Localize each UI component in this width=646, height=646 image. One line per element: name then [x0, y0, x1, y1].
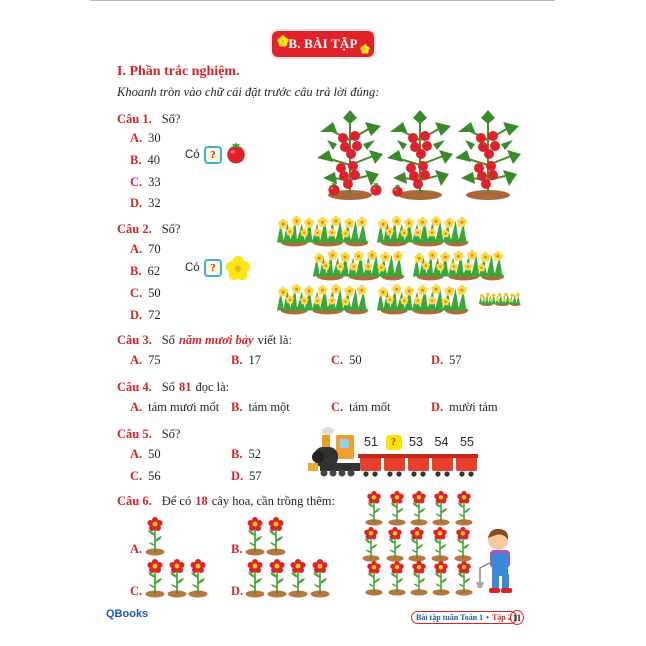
q2-prompt-prefix: Có [185, 262, 200, 274]
question-text: Số? [161, 427, 181, 441]
question-text: Số? [161, 112, 181, 126]
flower-icon [360, 44, 370, 54]
train-car-number: 54 [434, 435, 449, 449]
question-5-heading [117, 425, 180, 443]
q4-option-a[interactable]: A. tám mươi mốt [130, 400, 220, 414]
boy-gardening-icon [476, 528, 528, 596]
banner-title: B. BÀI TẬP [288, 36, 358, 51]
q5-option-b[interactable]: B. 52 [231, 447, 261, 461]
q5-option-a[interactable]: A. 50 [130, 447, 161, 461]
q2-option-b[interactable]: B. 62 [130, 264, 160, 278]
q2-answer-box: ? [204, 259, 222, 277]
q6-option-c[interactable]: C. [130, 584, 143, 598]
red-flower-icon [244, 516, 266, 556]
train-car-labels [360, 435, 478, 450]
train-cars [358, 453, 478, 479]
q4-option-b[interactable]: B. tám một [231, 400, 290, 414]
section-title: I. Phần trắc nghiệm. [117, 64, 240, 79]
question-label: Câu 1. [117, 112, 152, 126]
page-number: 11 [510, 610, 524, 625]
train-car-number: 55 [460, 435, 474, 449]
flower-garden-illustration [358, 488, 528, 598]
red-flower-icon [266, 558, 288, 598]
book-title-badge: Bài tập tuần Toán 1 • Tập 2 [411, 611, 517, 624]
q5-option-c[interactable]: C. 56 [130, 469, 161, 483]
q3-option-d[interactable]: D. 57 [431, 353, 462, 367]
q3-option-c[interactable]: C. 50 [331, 353, 362, 367]
publisher-logo: QBooks [106, 608, 149, 620]
q1-prompt-prefix: Có [185, 149, 200, 161]
question-label: Câu 4. [117, 380, 152, 394]
q1-option-c[interactable]: C. 33 [130, 175, 161, 189]
q3-option-b[interactable]: B. 17 [231, 353, 261, 367]
red-flower-icon [265, 516, 287, 556]
q6-option-b[interactable]: B. [231, 542, 243, 556]
red-flower-icon [166, 558, 188, 598]
q4-option-d[interactable]: D. mười tám [431, 400, 498, 414]
question-label: Câu 6. [117, 494, 152, 508]
flower-bushes-illustration [273, 213, 528, 318]
q6-option-d[interactable]: D. [231, 584, 244, 598]
q1-option-a[interactable]: A. 30 [130, 131, 161, 145]
question-3-heading: Câu 3. Số năm mươi bảy viết là: [117, 333, 292, 347]
section-banner [272, 31, 374, 57]
red-flower-icon [309, 558, 331, 598]
tomato-plants-illustration [315, 105, 525, 205]
red-flower-icon [144, 516, 166, 556]
q3-option-a[interactable]: A. 75 [130, 353, 161, 367]
emphasized-number: 18 [195, 494, 208, 508]
red-flower-icon [244, 558, 266, 598]
page-top-rule [90, 0, 555, 1]
q6-option-a[interactable]: A. [130, 542, 143, 556]
tomato-icon [225, 140, 247, 166]
question-6-heading: Câu 6. Để có 18 cây hoa, cần trồng thêm: [117, 494, 335, 508]
red-flower-icon [287, 558, 309, 598]
question-label: Câu 2. [117, 222, 152, 236]
number-train-illustration [308, 425, 478, 481]
yellow-flower-icon [225, 255, 251, 281]
q1-answer-box: ? [204, 146, 222, 164]
q5-option-d[interactable]: D. 57 [231, 469, 262, 483]
emphasized-number: 81 [178, 380, 192, 394]
locomotive-icon [308, 425, 360, 481]
instruction-text: Khoanh tròn vào chữ cái đặt trước câu trả lời đúng: [117, 85, 380, 99]
train-car-number: 53 [409, 435, 423, 449]
question-label: Câu 3. [117, 333, 152, 347]
q1-option-d[interactable]: D. 32 [130, 196, 161, 210]
emphasized-number-words: năm mươi bảy [178, 333, 254, 347]
question-label: Câu 5. [117, 427, 152, 441]
red-flower-icon [144, 558, 166, 598]
question-1-heading [117, 110, 180, 128]
question-2-heading [117, 220, 180, 238]
q1-option-b[interactable]: B. 40 [130, 153, 160, 167]
q4-option-c[interactable]: C. tám mốt [331, 400, 391, 414]
flower-icon [277, 35, 289, 47]
red-flower-icon [187, 558, 209, 598]
train-car-unknown: ? [386, 435, 402, 450]
q2-option-d[interactable]: D. 72 [130, 308, 161, 322]
q2-option-a[interactable]: A. 70 [130, 242, 161, 256]
q2-option-c[interactable]: C. 50 [130, 286, 161, 300]
train-car-number: 51 [364, 435, 378, 449]
question-4-heading: Câu 4. Số 81 đọc là: [117, 380, 230, 394]
question-text: Số? [161, 222, 181, 236]
